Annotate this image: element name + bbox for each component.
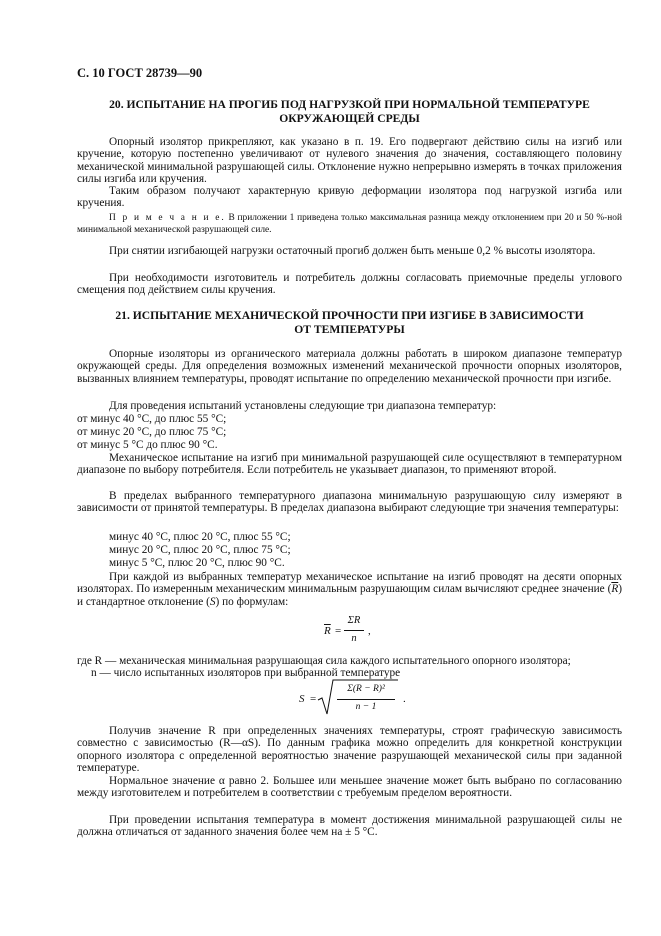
temp-item: минус 5 °С, плюс 20 °С, плюс 90 °С. xyxy=(109,557,285,569)
formula1-eq: = xyxy=(335,625,342,637)
formula2-fraction-bar xyxy=(337,699,395,700)
s21-paragraph-6: Получив значение R при определенных значениях температуры, строят графическую зависимость совместно с зависимостью (R—αS). По данным графика можно определить для конкретной конструкции опорного изолятора с определенной вероятностью значение разрушающей механической силы при заданной температуре. xyxy=(77,725,622,775)
formula2-eq: = xyxy=(310,693,317,705)
section-20-title-line1: 20. ИСПЫТАНИЕ НА ПРОГИБ ПОД НАГРУЗКОЙ ПРИ НОРМАЛЬНОЙ ТЕМПЕРАТУРЕ xyxy=(109,98,590,111)
s21-where-1: где R — механическая минимальная разрушающая сила каждого испытательного опорного изолятора; xyxy=(77,655,571,667)
range-item: от минус 40 °С, до плюс 55 °С; xyxy=(77,413,227,425)
formula1-numerator: ΣR xyxy=(347,615,361,626)
p5-part-c: ) по формулам: xyxy=(215,595,289,608)
temp-item: минус 20 °С, плюс 20 °С, плюс 75 °С; xyxy=(109,544,291,556)
section-21-title xyxy=(77,309,622,337)
s21-paragraph-3: Механическое испытание на изгиб при минимальной разрушающей силе осуществляют в температурном диапазоне по выбору потребителя. Если потребитель не указывает диапазон, то применяют второй. xyxy=(77,452,622,477)
s21-paragraph-4: В пределах выбранного температурного диапазона минимальную разрушающую силу измеряют в зависимости от принятой температуры. В пределах диапазона выбирают следующие три значения температуры: xyxy=(77,490,622,515)
s21-paragraph-2: Для проведения испытаний установлены следующие три диапазона температур: xyxy=(109,400,497,412)
s20-paragraph-3: При снятии изгибающей нагрузки остаточный прогиб должен быть меньше 0,2 % высоты изолятора. xyxy=(109,245,596,257)
s21-paragraph-5 xyxy=(77,571,622,608)
p5-part-a: При каждой из выбранных температур механическое испытание на изгиб проводят на десяти опорных изоляторах. По измеренным механическим минимальным разрушающим силам вычисляют среднее значение ( xyxy=(77,571,622,596)
section-21-title-line1: 21. ИСПЫТАНИЕ МЕХАНИЧЕСКОЙ ПРОЧНОСТИ ПРИ ИЗГИБЕ В ЗАВИСИМОСТИ xyxy=(115,309,584,322)
stddev-symbol: S xyxy=(209,595,216,608)
s21-paragraph-8: При проведении испытания температура в момент достижения минимальной разрушающей силы не должна отличаться от заданного значения более чем на ± 5 °С. xyxy=(77,814,622,839)
s21-where-2: n — число испытанных изоляторов при выбранной температуре xyxy=(91,667,401,679)
range-item: от минус 5 °С до плюс 90 °С. xyxy=(77,439,218,451)
s20-note xyxy=(77,213,622,236)
note-text: В приложении 1 приведена только максимальная разница между отклонением при 20 и 50 %-ной минимальной механической разрушающей силе. xyxy=(77,213,622,235)
s20-paragraph-2: Таким образом получают характерную кривую деформации изолятора под нагрузкой изгиба или кручения. xyxy=(77,185,622,210)
formula2-numerator: Σ(R − R)² xyxy=(347,684,385,694)
s20-paragraph-1: Опорный изолятор прикрепляют, как указано в п. 19. Его подвергают действию силы на изгиб или кручение, которую постепенно увеличивают от нулевого значения до значения, составляющего половину механической минимальной разрушающей силы. Отклонение нужно непрерывно измерять в точках приложения силы изгиба или кручения. xyxy=(77,136,622,186)
formula2-denominator: n − 1 xyxy=(355,702,377,712)
mean-symbol: $\overline{R}$ xyxy=(611,583,619,596)
page-header: С. 10 ГОСТ 28739—90 xyxy=(77,66,203,80)
p5-part-b: ) и стандартное отклонение ( xyxy=(77,583,622,608)
range-item: от минус 20 °С, до плюс 75 °С; xyxy=(77,426,227,438)
formula1-fraction-bar xyxy=(344,630,364,631)
formula2-tail: . xyxy=(403,693,406,705)
temp-item: минус 40 °С, плюс 20 °С, плюс 55 °С; xyxy=(109,531,291,543)
note-label: П р и м е ч а н и е. xyxy=(109,213,226,223)
formula1-lhs: $\overline{R}$ xyxy=(324,625,331,637)
section-21-title-line2: ОТ ТЕМПЕРАТУРЫ xyxy=(294,323,405,336)
s21-paragraph-1: Опорные изоляторы из органического материала должны работать в широком диапазоне температур окружающей среды. Для определения возможных изменений механической прочности опорных изоляторов, вызванных влиянием температуры, проводят испытание по определению механической прочности при изгибе. xyxy=(77,348,622,385)
section-20-title-line2: ОКРУЖАЮЩЕЙ СРЕДЫ xyxy=(279,112,420,125)
formula1-tail: , xyxy=(368,625,371,637)
section-20-title xyxy=(77,98,622,126)
s20-paragraph-4: При необходимости изготовитель и потребитель должны согласовать приемочные пределы углового смещения под действием силы кручения. xyxy=(77,272,622,297)
s21-paragraph-7: Нормальное значение α равно 2. Большее или меньшее значение может быть выбрано по согласованию между изготовителем и потребителем в соответствии с требуемым пределом вероятности. xyxy=(77,775,622,800)
formula1-denominator: n xyxy=(351,633,357,644)
formula2-lhs: S xyxy=(299,693,305,705)
